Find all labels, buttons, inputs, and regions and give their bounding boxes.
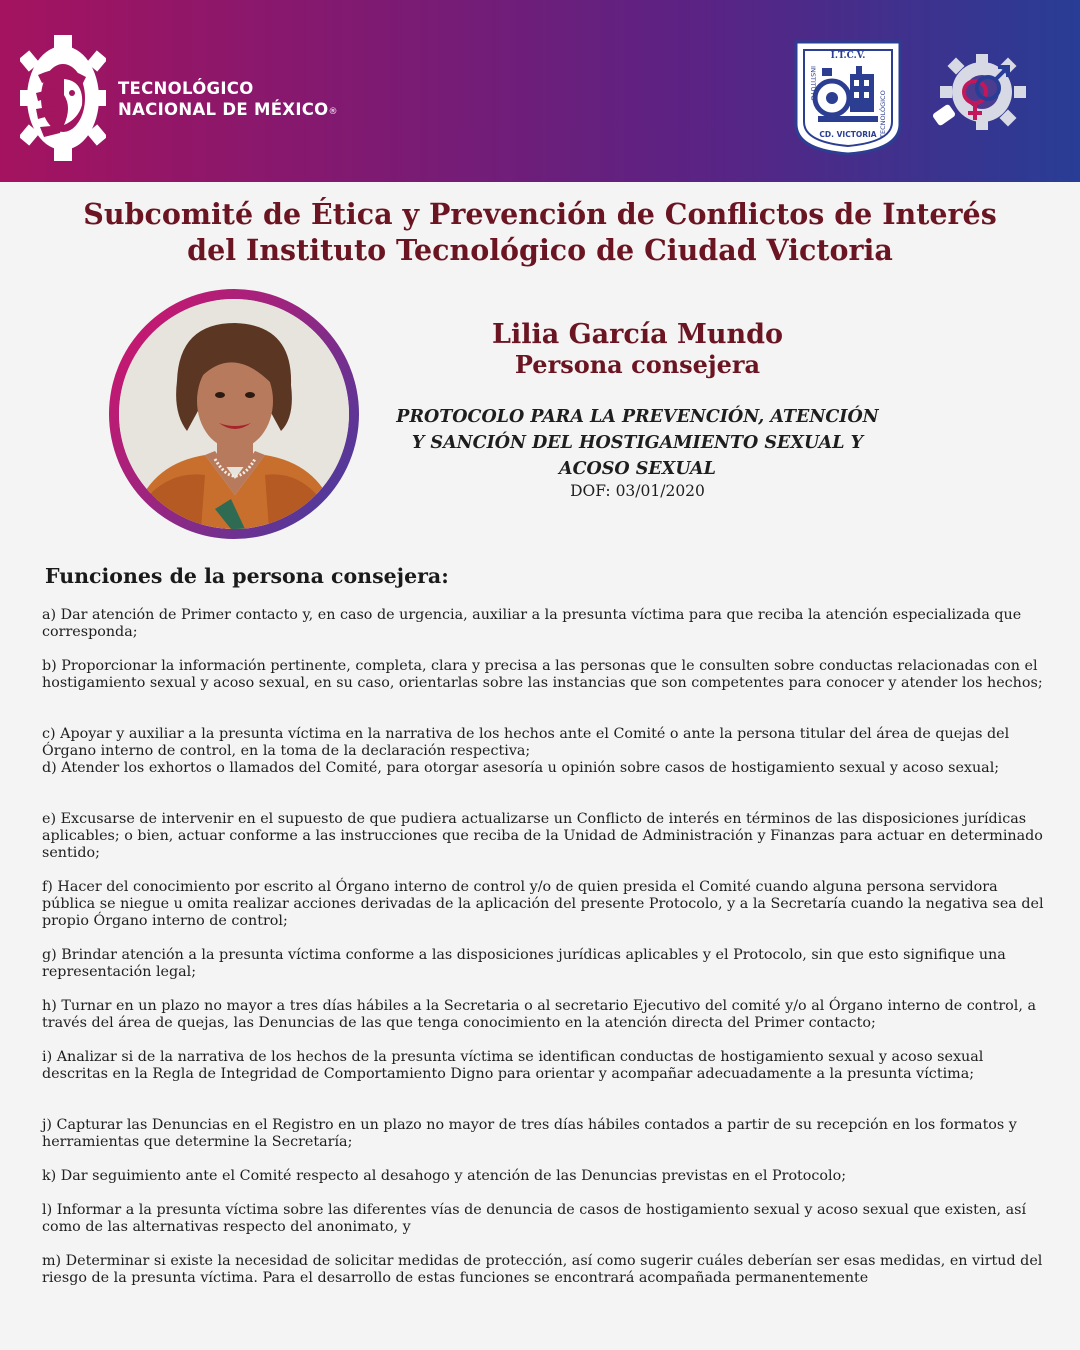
protocol-title (370, 404, 905, 482)
registered-mark: ® (328, 107, 338, 117)
protocol-line-3: ACOSO SEXUAL (559, 459, 716, 479)
function-item-h: h) Turnar en un plazo no mayor a tres días hábiles a la Secretaria o al secretario Ejecutivo del comité y/o al Órgano interno de control, a través del área de quejas, las Denuncias de las que tenga conocimiento en la atención directa del Primer contacto; (42, 998, 1036, 1031)
function-item-b: b) Proporcionar la información pertinente, completa, clara y precisa a las personas que le consulten sobre conductas relacionadas con el hostigamiento sexual y acoso sexual, en su caso, orientarlas sobre las instancias que son competentes para conocer y atender los hechos; (42, 658, 1043, 691)
protocol-line-1: PROTOCOLO PARA LA PREVENCIÓN, ATENCIÓN (396, 407, 879, 427)
person-role: Persona consejera (514, 350, 761, 379)
title-line-1: Subcomité de Ética y Prevención de Conflictos de Interés (83, 197, 997, 231)
function-item-a: a) Dar atención de Primer contacto y, en caso de urgencia, auxiliar a la presunta víctima para que reciba la atención especializada que corresponda; (42, 607, 1022, 640)
tecnm-wordmark (118, 78, 338, 123)
itcv-right-text: TECNOLÓGICO (879, 90, 887, 138)
function-item-g: g) Brindar atención a la presunta víctima conforme a las disposiciones jurídicas aplicables y el Protocolo, sin que esto signifique una representación legal; (42, 947, 1006, 980)
protocol-line-2: Y SANCIÓN DEL HOSTIGAMIENTO SEXUAL Y (411, 433, 864, 453)
function-item-f: f) Hacer del conocimiento por escrito al Órgano interno de control y/o de quien presida el Comité cuando alguna persona servidora pública se niegue u omita realizar acciones derivadas de la aplicación del presente Protocolo, y a la Secretaría cuando la negativa sea del propio Órgano interno de control; (42, 879, 1044, 929)
person-name: Lilia García Mundo (491, 319, 784, 350)
itcv-shield-logo (794, 40, 902, 156)
function-item-k: k) Dar seguimiento ante el Comité respecto al desahogo y atención de las Denuncias previstas en el Protocolo; (42, 1168, 847, 1184)
tecnm-line-2: NACIONAL DE MÉXICO® (118, 100, 338, 119)
title-line-2: del Instituto Tecnológico de Ciudad Victoria (187, 233, 893, 267)
function-item-j: j) Capturar las Denuncias en el Registro en un plazo no mayor de tres días hábiles contados a partir de su recepción en los formatos y herramientas que determine la Secretaría; (42, 1117, 1017, 1150)
tecnm-line-1: TECNOLÓGICO (118, 79, 254, 98)
tecnm-gear-eagle-logo (20, 35, 106, 161)
page-title (40, 196, 1040, 268)
itcv-left-text: INSTITUTO (809, 66, 817, 101)
functions-heading: Funciones de la persona consejera: (45, 564, 449, 588)
dof-date: DOF: 03/01/2020 (570, 482, 705, 500)
gender-equality-gear-icon (930, 52, 1028, 132)
profile-photo (119, 299, 349, 529)
function-item-c: c) Apoyar y auxiliar a la presunta víctima en la narrativa de los hechos ante el Comité o ante la persona titular del área de quejas del Órgano interno de control, en la toma de la declaración respectiva; (42, 726, 1010, 759)
function-item-m: m) Determinar si existe la necesidad de solicitar medidas de protección, así como sugerir cuáles deberían ser esas medidas, en virtud del riesgo de la presunta víctima. Para el desarrollo de estas funciones se encontrará acompañada permanentemente (42, 1253, 1043, 1286)
itcv-initials: I.T.C.V. (830, 51, 866, 61)
profile-photo-frame (109, 289, 359, 539)
function-item-d: d) Atender los exhortos o llamados del Comité, para otorgar asesoría u opinión sobre casos de hostigamiento sexual y acoso sexual; (42, 760, 1000, 776)
itcv-city: CD. VICTORIA (819, 130, 877, 139)
function-item-i: i) Analizar si de la narrativa de los hechos de la presunta víctima se identifican conductas de hostigamiento sexual y acoso sexual descritas en la Regla de Integridad de Comportamiento Digno para orientar y acompañar adecuadamente a la presunta víctima; (42, 1049, 984, 1082)
function-item-e: e) Excusarse de intervenir en el supuesto de que pudiera actualizarse un Conflicto de interés en términos de las disposiciones jurídicas aplicables; o bien, actuar conforme a las instrucciones que reciba de la Unidad de Administración y Finanzas para actuar en determinado sentido; (42, 811, 1043, 861)
header-banner (0, 0, 1080, 182)
function-item-l: l) Informar a la presunta víctima sobre las diferentes vías de denuncia de casos de hostigamiento sexual y acoso sexual que existen, así como de las alternativas respecto del anonimato, y (42, 1202, 1027, 1235)
